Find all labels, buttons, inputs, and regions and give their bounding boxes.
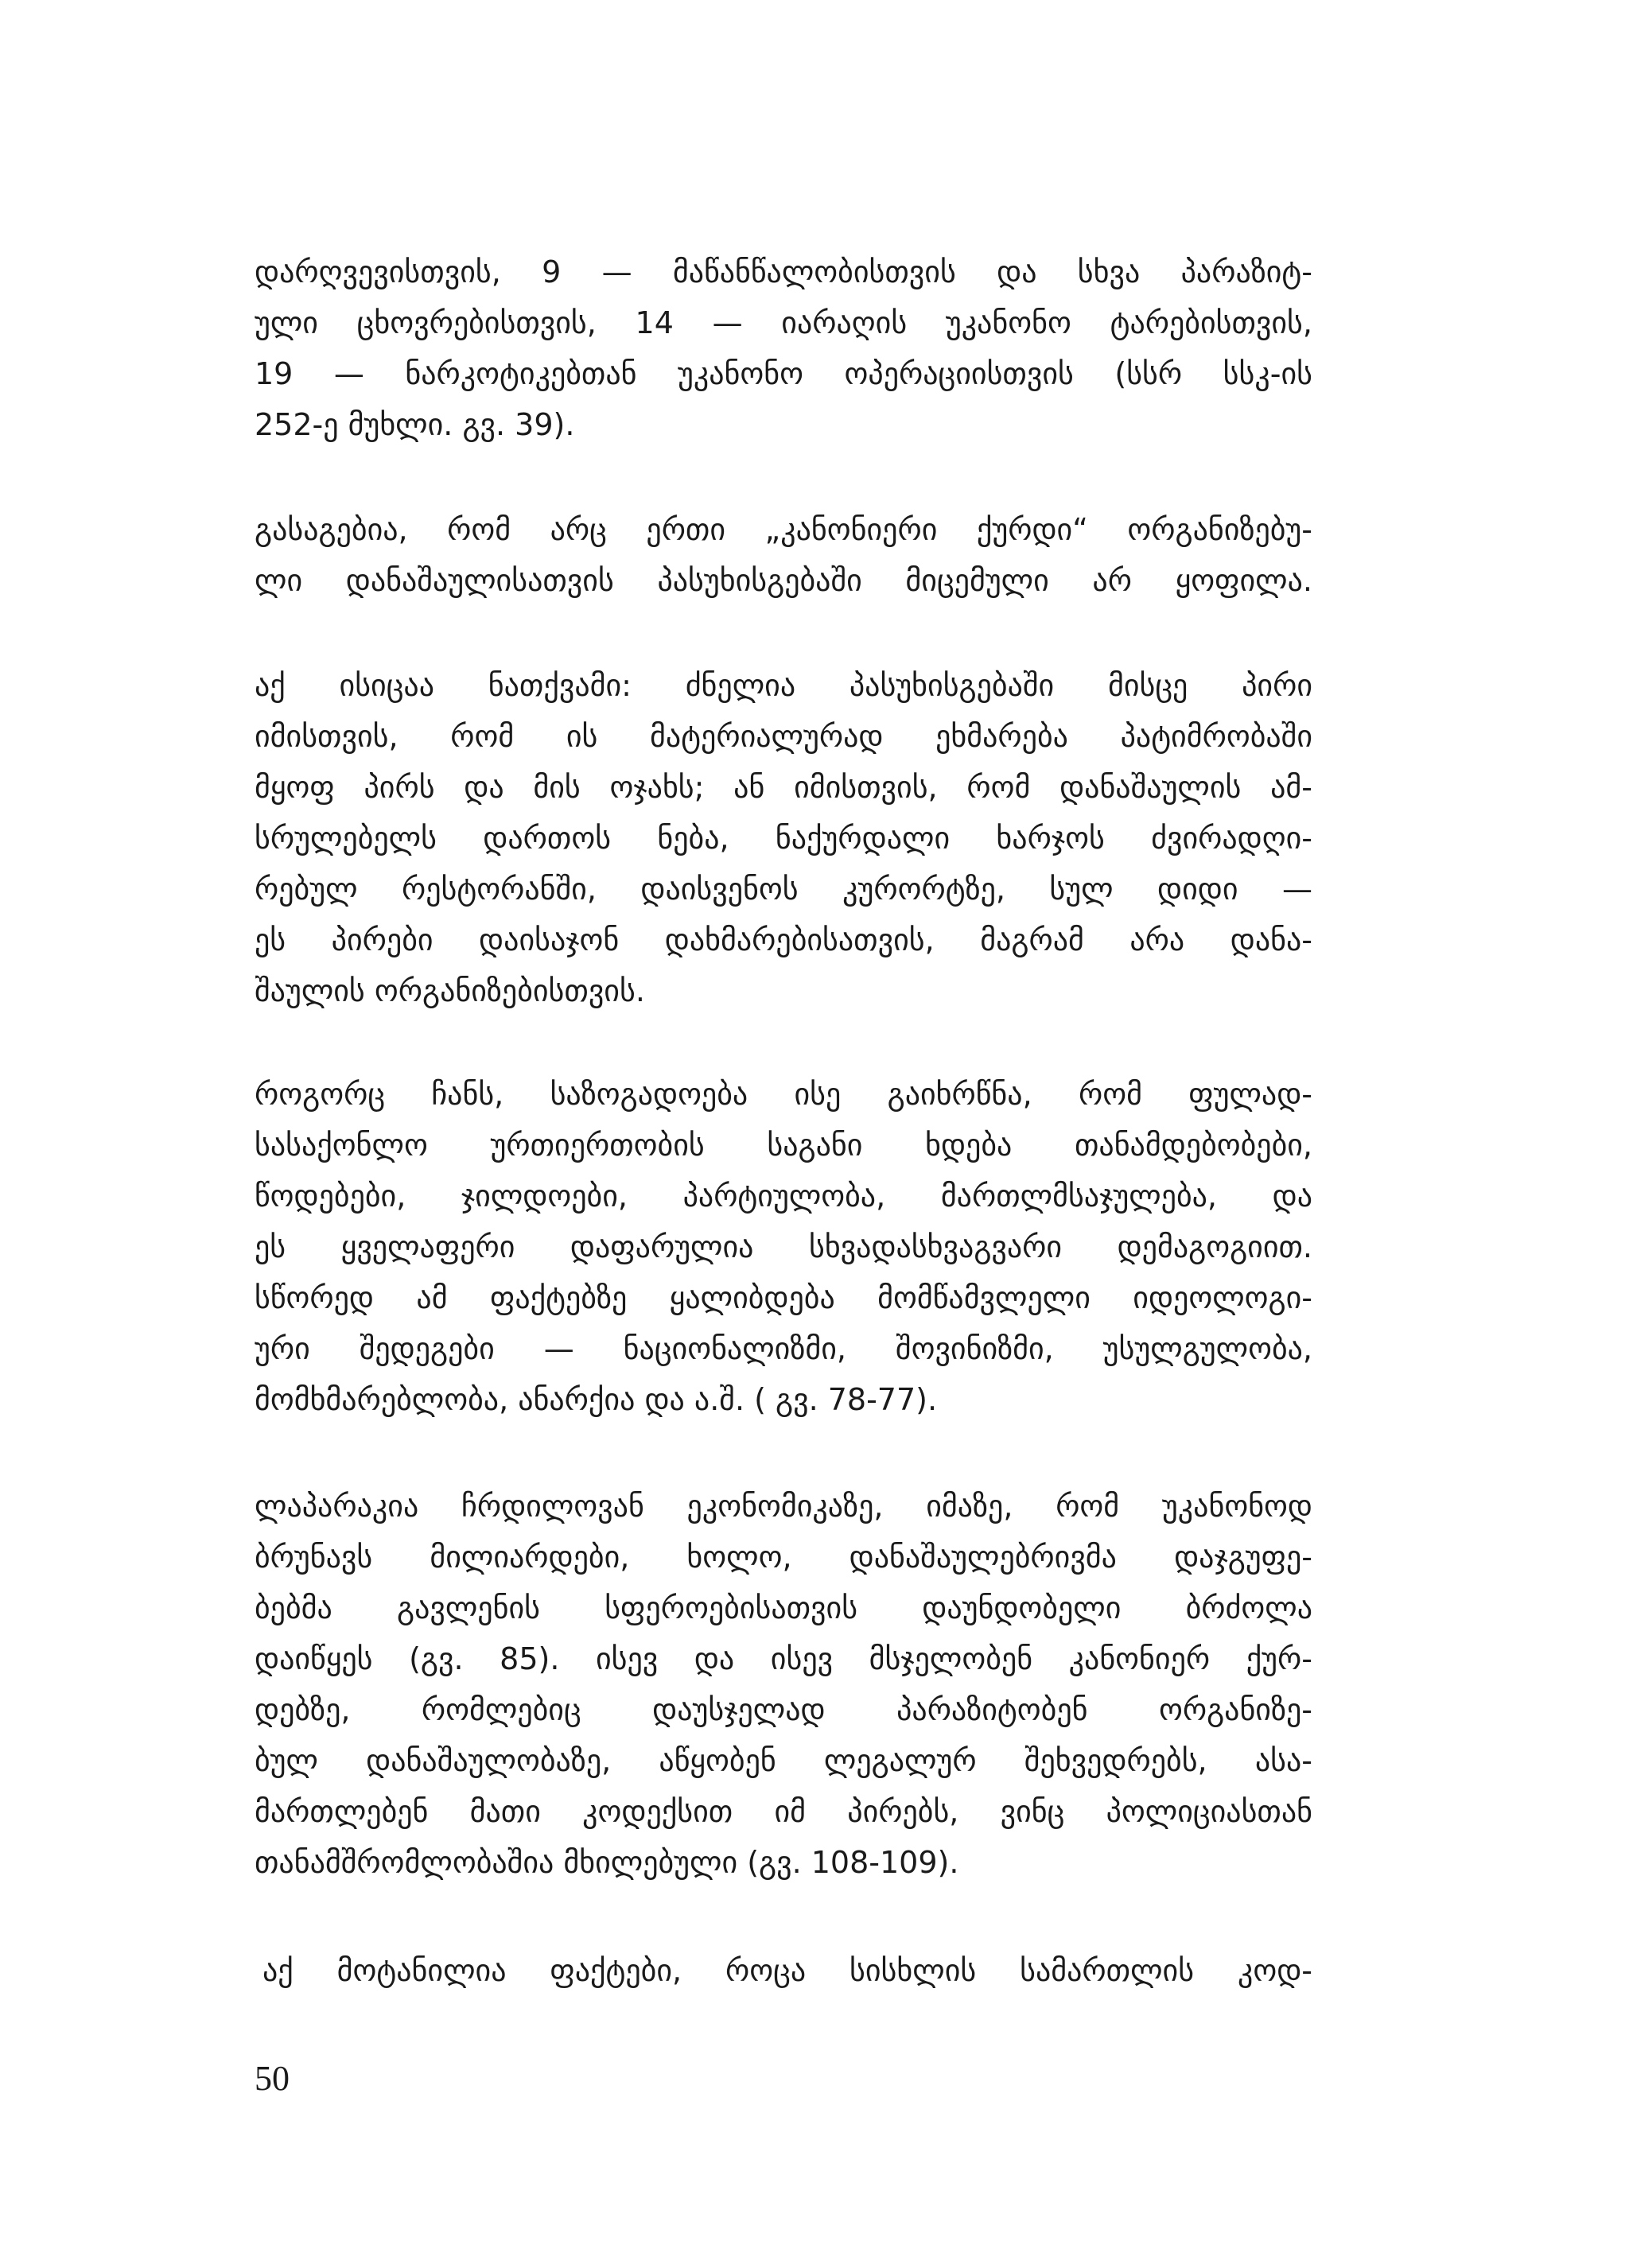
text-line: სასაქონლო ურთიერთობის საგანი ხდება თანამდებობები, bbox=[255, 1128, 1312, 1163]
text-line: ბებმა გავლენის სფეროებისათვის დაუნდობელი ბრძოლა bbox=[255, 1590, 1312, 1625]
text-line: თანამშრომლობაშია მხილებული (გვ. 108-109). bbox=[255, 1845, 959, 1880]
text-line: ლი დანაშაულისათვის პასუხისგებაში მიცემული არ ყოფილა. bbox=[255, 563, 1312, 598]
text-line: ბრუნავს მილიარდები, ხოლო, დანაშაულებრივმა დაჯგუფე- bbox=[255, 1540, 1312, 1575]
text-line: დაიწყეს (გვ. 85). ისევ და ისევ მსჯელობენ კანონიერ ქურ- bbox=[255, 1641, 1312, 1676]
text-line: შაულის ორგანიზებისთვის. bbox=[255, 973, 645, 1008]
text-line: ლაპარაკია ჩრდილოვან ეკონომიკაზე, იმაზე, რომ უკანონოდ bbox=[255, 1489, 1312, 1524]
text-line: აქ მოტანილია ფაქტები, როცა სისხლის სამართლის კოდ- bbox=[262, 1953, 1312, 1988]
paragraph-5 bbox=[255, 1481, 1312, 1888]
paragraph-4 bbox=[255, 1069, 1312, 1425]
text-line: სრულებელს დართოს ნება, ნაქურდალი ხარჯოს ძვირადღი- bbox=[255, 821, 1312, 856]
text-line: დარღვევისთვის, 9 — მაწანწალობისთვის და სხვა პარაზიტ- bbox=[255, 254, 1312, 289]
text-line: როგორც ჩანს, საზოგადოება ისე გაიხრწნა, რომ ფულად- bbox=[255, 1077, 1312, 1112]
page-number: 50 bbox=[255, 2059, 290, 2098]
paragraph-6 bbox=[262, 1945, 1312, 1996]
text-line: აქ ისიცაა ნათქვამი: ძნელია პასუხისგებაში მისცე პირი bbox=[255, 668, 1312, 703]
text-line: იმისთვის, რომ ის მატერიალურად ეხმარება პატიმრობაში bbox=[255, 719, 1312, 754]
paragraph-3 bbox=[255, 660, 1312, 1016]
paragraph-1 bbox=[255, 247, 1312, 450]
text-line: ეს პირები დაისაჯონ დახმარებისათვის, მაგრამ არა დანა- bbox=[255, 922, 1312, 957]
text-line: რებულ რესტორანში, დაისვენოს კურორტზე, სულ დიდი — bbox=[255, 872, 1312, 907]
text-line: მართლებენ მათი კოდექსით იმ პირებს, ვინც პოლიციასთან bbox=[255, 1794, 1312, 1829]
text-line: წოდებები, ჯილდოები, პარტიულობა, მართლმსაჯულება, და bbox=[255, 1179, 1312, 1214]
text-line: გასაგებია, რომ არც ერთი „კანონიერი ქურდი“ ორგანიზებუ- bbox=[255, 512, 1312, 547]
text-line: ური შედეგები — ნაციონალიზმი, შოვინიზმი, უსულგულობა, bbox=[255, 1331, 1312, 1366]
text-line: სწორედ ამ ფაქტებზე ყალიბდება მომწამვლელი იდეოლოგი- bbox=[255, 1280, 1312, 1315]
text-line: 252-ე მუხლი. გვ. 39). bbox=[255, 407, 575, 442]
paragraph-2 bbox=[255, 504, 1312, 606]
text-line: მომხმარებლობა, ანარქია და ა.შ. ( გვ. 78-77). bbox=[255, 1382, 938, 1417]
text-line: ბულ დანაშაულობაზე, აწყობენ ლეგალურ შეხვედრებს, ასა- bbox=[255, 1743, 1312, 1778]
text-line: 19 — ნარკოტიკებთან უკანონო ოპერაციისთვის (სსრ სსკ-ის bbox=[255, 356, 1312, 391]
text-line: მყოფ პირს და მის ოჯახს; ან იმისთვის, რომ დანაშაულის ამ- bbox=[255, 770, 1312, 805]
text-line: დებზე, რომლებიც დაუსჯელად პარაზიტობენ ორგანიზე- bbox=[255, 1692, 1312, 1727]
text-line: ეს ყველაფერი დაფარულია სხვადასხვაგვარი დემაგოგიით. bbox=[255, 1229, 1312, 1264]
text-line: ული ცხოვრებისთვის, 14 — იარაღის უკანონო ტარებისთვის, bbox=[255, 305, 1312, 340]
